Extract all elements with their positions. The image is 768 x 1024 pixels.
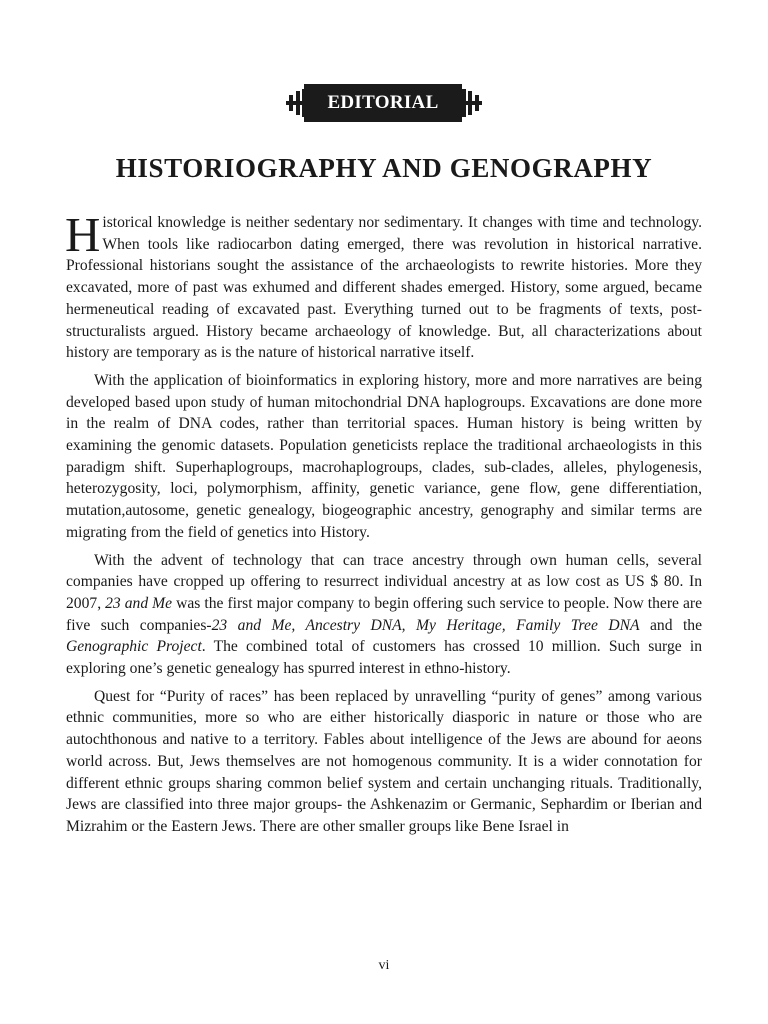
paragraph-3	[66, 550, 702, 680]
editorial-label: EDITORIAL	[304, 84, 462, 122]
company-23andme: 23 and Me	[105, 594, 173, 612]
paragraph-1-text: istorical knowledge is neither sedentary nor sedimentary. It changes with time and technology. When tools like radiocarbon dating emerged, there was revolution in historical narrative. Professional historians sought the assistance of the archaeologists to rewrite histories. More they excavated, more of past was exhumed and different shades emerged. History, some argued, became hermeneutical reading of excavated past. Everything turned out to be fragments of texts, post-structuralists argued. History became archaeology of knowledge. But, all characterizations about history are temporary as is the nature of historical narrative itself.	[66, 214, 702, 362]
company-list: 23 and Me, Ancestry DNA, My Heritage, Family Tree DNA	[211, 616, 640, 634]
paragraph-3-text-c: and the	[639, 616, 702, 634]
paragraph-2: With the application of bioinformatics in exploring history, more and more narratives are being developed based upon study of human mitochondrial DNA haplogroups. Excavations are done more in the realm of DNA codes, rather than territorial spaces. Human history is being written by examining the genomic datasets. Population geneticists replace the traditional archaeologists in this paradigm shift. Superhaplogroups, macrohaplogroups, clades, sub-clades, alleles, phylogenesis, heterozygosity, loci, polymorphism, affinity, genetic variance, gene flow, gene differentiation, mutation,autosome, genetic genealogy, biogeographic ancestry, genography and similar terms are migrating from the field of genetics into History.	[66, 371, 702, 541]
page-number: vi	[378, 958, 390, 973]
ornament-right-icon	[460, 89, 482, 117]
editorial-badge	[0, 84, 768, 124]
article-body	[65, 207, 702, 844]
paragraph-3-text-b: was the first major company to begin offering such service to people. Now there are five such companies-	[66, 594, 702, 634]
paragraph-4: Quest for “Purity of races” has been replaced by unravelling “purity of genes” among various ethnic communities, more so who are either historically diasporic in nature or those who are autochthonous and native to a territory. Fables about intelligence of the Jews are abound for aeons world across. But, Jews themselves are not homogenous community. It is a wider connotation for different ethnic groups sharing common belief system and certain unchanging rituals. Traditionally, Jews are classified into three major groups- the Ashkenazim or Germanic, Sephardim or Iberian and Mizrahim or the Eastern Jews. There are other smaller groups like Bene Israel in	[66, 687, 702, 835]
paragraph-3-text-a: With the advent of technology that can trace ancestry through own human cells, several companies have cropped up offering to resurrect individual ancestry at as low cost as US $ 80. In 2007,	[66, 551, 702, 612]
paragraph-3-text-d: . The combined total of customers has crossed 10 million. Such surge in exploring one’s genetic genealogy has spurred interest in ethno-history.	[66, 638, 702, 678]
drop-cap: H	[65, 207, 101, 262]
paragraph-1	[65, 207, 702, 364]
genographic-project: Genographic Project	[66, 638, 202, 656]
article-title: HISTORIOGRAPHY AND GENOGRAPHY	[115, 153, 653, 183]
